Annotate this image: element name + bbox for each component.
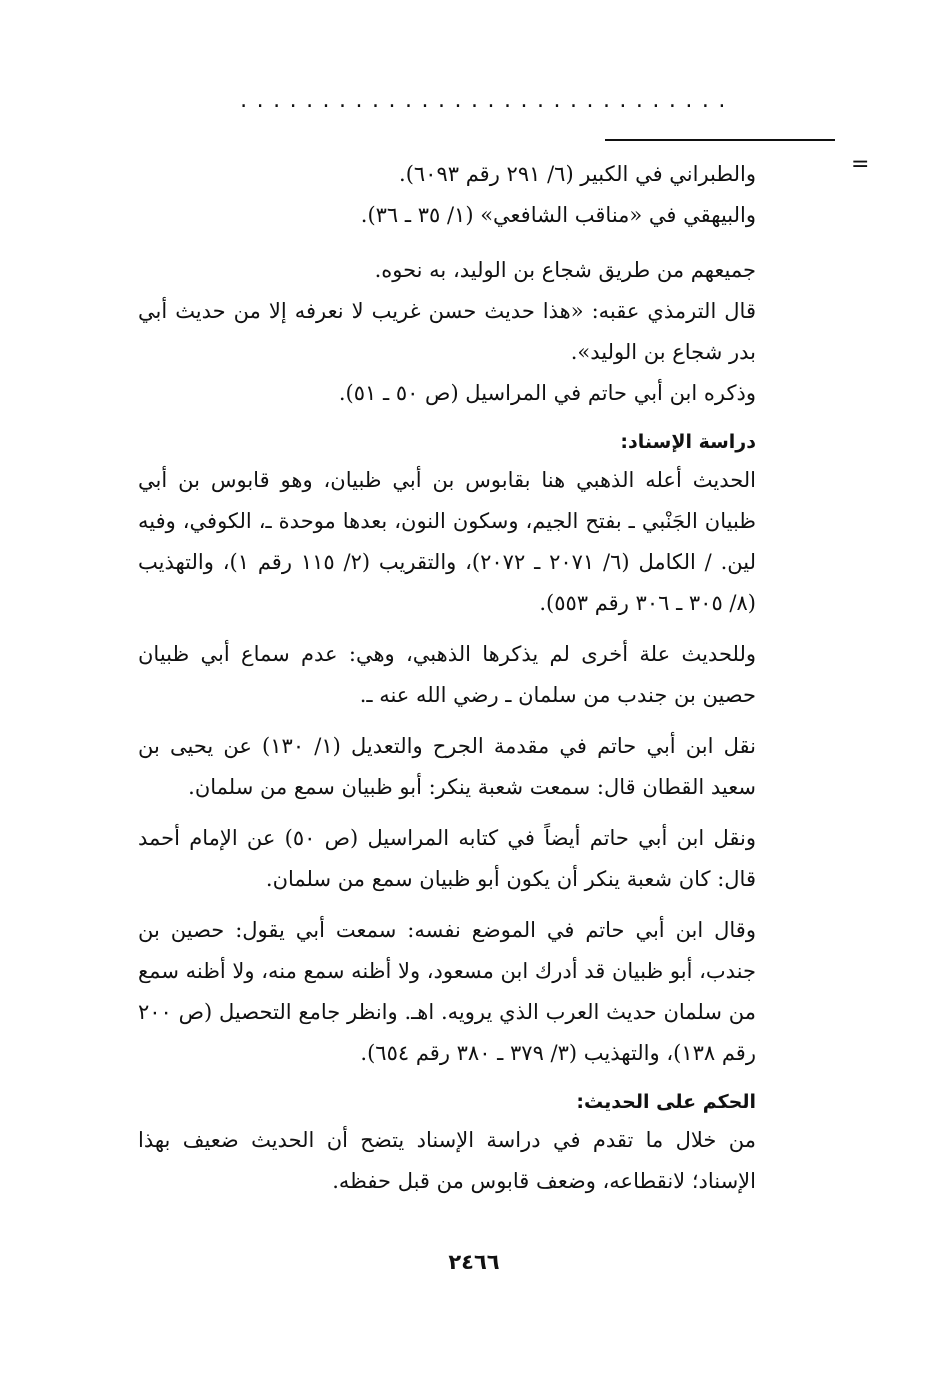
dotted-separator: .............................. <box>240 88 735 113</box>
paragraph: جميعهم من طريق شجاع بن الوليد، به نحوه. <box>374 258 756 282</box>
page-number: ٢٤٦٦ <box>448 1250 500 1274</box>
paragraph: من خلال ما تقدم في دراسة الإسناد يتضح أن الحديث ضعيف بهذا الإسناد؛ لانقطاعه، وضعف قابوس من قبل حفظه. <box>138 1128 756 1193</box>
paragraph: قال الترمذي عقبه: «هذا حديث حسن غريب لا نعرفه إلا من حديث أبي بدر شجاع بن الوليد». <box>138 299 756 364</box>
footnote-line: والطبراني في الكبير (٦/ ٢٩١ رقم ٦٠٩٣). <box>399 162 756 186</box>
paragraph: الحديث أعله الذهبي هنا بقابوس بن أبي ظبيان، وهو قابوس بن أبي ظبيان الجَنْبي ـ بفتح الجيم، وسكون النون، بعدها موحدة ـ، الكوفي، وفيه لين. / الكامل (٦/ ٢٠٧١ ـ ٢٠٧٢)، والتقريب (٢/ ١١٥ رقم ١)، والتهذيب (٨/ ٣٠٥ ـ ٣٠٦ رقم ٥٥٣). <box>138 468 756 615</box>
paragraph: ونقل ابن أبي حاتم أيضاً في كتابه المراسيل (ص ٥٠) عن الإمام أحمد قال: كان شعبة ينكر أن يكون أبو ظبيان سمع من سلمان. <box>138 826 756 891</box>
page-body <box>138 154 756 1202</box>
paragraph: وللحديث علة أخرى لم يذكرها الذهبي، وهي: عدم سماع أبي ظبيان حصين بن جندب من سلمان ـ رضي الله عنه ـ. <box>138 642 756 707</box>
paragraph: نقل ابن أبي حاتم في مقدمة الجرح والتعديل (١/ ١٣٠) عن يحيى بن سعيد القطان قال: سمعت شعبة ينكر: أبو ظبيان سمع من سلمان. <box>138 734 756 799</box>
continuation-mark: = <box>851 152 870 177</box>
section-heading-isnad: دراسة الإسناد: <box>620 431 756 453</box>
footnote-rule <box>605 139 835 141</box>
section-heading-hukm: الحكم على الحديث: <box>576 1091 756 1113</box>
paragraph: وقال ابن أبي حاتم في الموضع نفسه: سمعت أبي يقول: حصين بن جندب، أبو ظبيان قد أدرك ابن مسعود، ولا أظنه سمع منه، ولا أظنه سمع من سلمان حديث العرب الذي يرويه. اهـ. وانظر جامع التحصيل (ص ٢٠٠ رقم ١٣٨)، والتهذيب (٣/ ٣٧٩ ـ ٣٨٠ رقم ٦٥٤). <box>138 918 756 1065</box>
paragraph: وذكره ابن أبي حاتم في المراسيل (ص ٥٠ ـ ٥١). <box>338 381 756 405</box>
footnote-line: والبيهقي في «مناقب الشافعي» (١/ ٣٥ ـ ٣٦). <box>360 203 756 227</box>
